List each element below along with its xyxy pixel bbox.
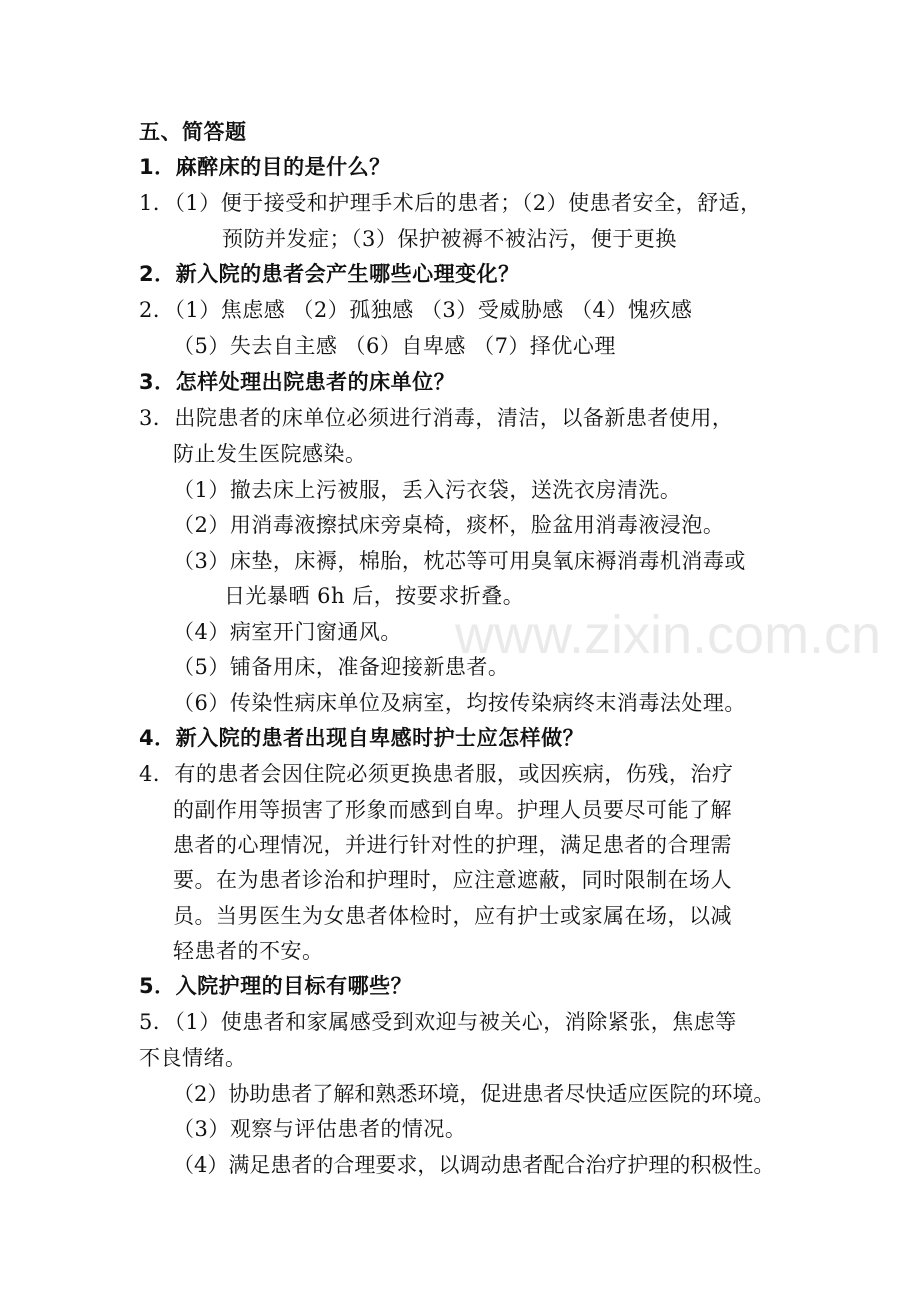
answer-5-line-3: （2）协助患者了解和熟悉环境，促进患者尽快适应医院的环境。 bbox=[173, 1082, 775, 1106]
answer-3-line-5: （3）床垫，床褥，棉胎，枕芯等可用臭氧床褥消毒机消毒或 bbox=[173, 549, 746, 573]
answer-4-line-1: 4．有的患者会因住院必须更换患者服，或因疾病，伤残，治疗 bbox=[139, 762, 734, 786]
answer-3-line-1: 3．出院患者的床单位必须进行消毒，清洁，以备新患者使用， bbox=[139, 406, 734, 430]
answer-3-line-7: （4）病室开门窗通风。 bbox=[173, 620, 402, 644]
answer-3-line-6: 日光暴晒 6h 后，按要求折叠。 bbox=[224, 584, 525, 608]
answer-1-line-1: 1．（1）便于接受和护理手术后的患者；（2）使患者安全，舒适， bbox=[139, 191, 762, 215]
section-title: 五、简答题 bbox=[139, 120, 247, 144]
answer-4-line-6: 轻患者的不安。 bbox=[173, 939, 324, 963]
answer-5-line-5: （4）满足患者的合理要求，以调动患者配合治疗护理的积极性。 bbox=[173, 1153, 775, 1177]
answer-3-line-3: （1）撤去床上污被服，丢入污衣袋，送洗衣房清洗。 bbox=[173, 478, 682, 502]
answer-5-line-4: （3）观察与评估患者的情况。 bbox=[173, 1117, 467, 1141]
answer-2-line-1: 2．（1）焦虑感 （2）孤独感 （3）受威胁感 （4）愧疚感 bbox=[139, 298, 693, 322]
question-1: 1．麻醉床的目的是什么？ bbox=[139, 155, 391, 179]
answer-5-line-2: 不良情绪。 bbox=[139, 1046, 247, 1070]
question-4: 4．新入院的患者出现自卑感时护士应怎样做？ bbox=[139, 726, 585, 750]
watermark: www.zixin.com.cn bbox=[455, 605, 882, 665]
question-5: 5．入院护理的目标有哪些？ bbox=[139, 974, 413, 998]
answer-3-line-9: （6）传染性病床单位及病室，均按传染病终末消毒法处理。 bbox=[173, 691, 746, 715]
answer-4-line-2: 的副作用等损害了形象而感到自卑。护理人员要尽可能了解 bbox=[173, 798, 732, 822]
answer-4-line-4: 要。在为患者诊治和护理时，应注意遮蔽，同时限制在场人 bbox=[173, 868, 732, 892]
answer-2-line-2: （5）失去自主感 （6）自卑感 （7）择优心理 bbox=[173, 334, 616, 358]
question-3: 3．怎样处理出院患者的床单位？ bbox=[139, 370, 456, 394]
answer-3-line-4: （2）用消毒液擦拭床旁桌椅，痰杯，脸盆用消毒液浸泡。 bbox=[173, 513, 725, 537]
answer-3-line-8: （5）铺备用床，准备迎接新患者。 bbox=[173, 655, 510, 679]
answer-4-line-5: 员。当男医生为女患者体检时，应有护士或家属在场，以减 bbox=[173, 904, 732, 928]
question-2: 2．新入院的患者会产生哪些心理变化？ bbox=[139, 262, 520, 286]
answer-1-line-2: 预防并发症；（3）保护被褥不被沾污，便于更换 bbox=[222, 227, 677, 251]
answer-3-line-2: 防止发生医院感染。 bbox=[173, 442, 367, 466]
answer-5-line-1: 5．（1）使患者和家属感受到欢迎与被关心，消除紧张，焦虑等 bbox=[139, 1010, 737, 1034]
answer-4-line-3: 患者的心理情况，并进行针对性的护理，满足患者的合理需 bbox=[173, 833, 732, 857]
